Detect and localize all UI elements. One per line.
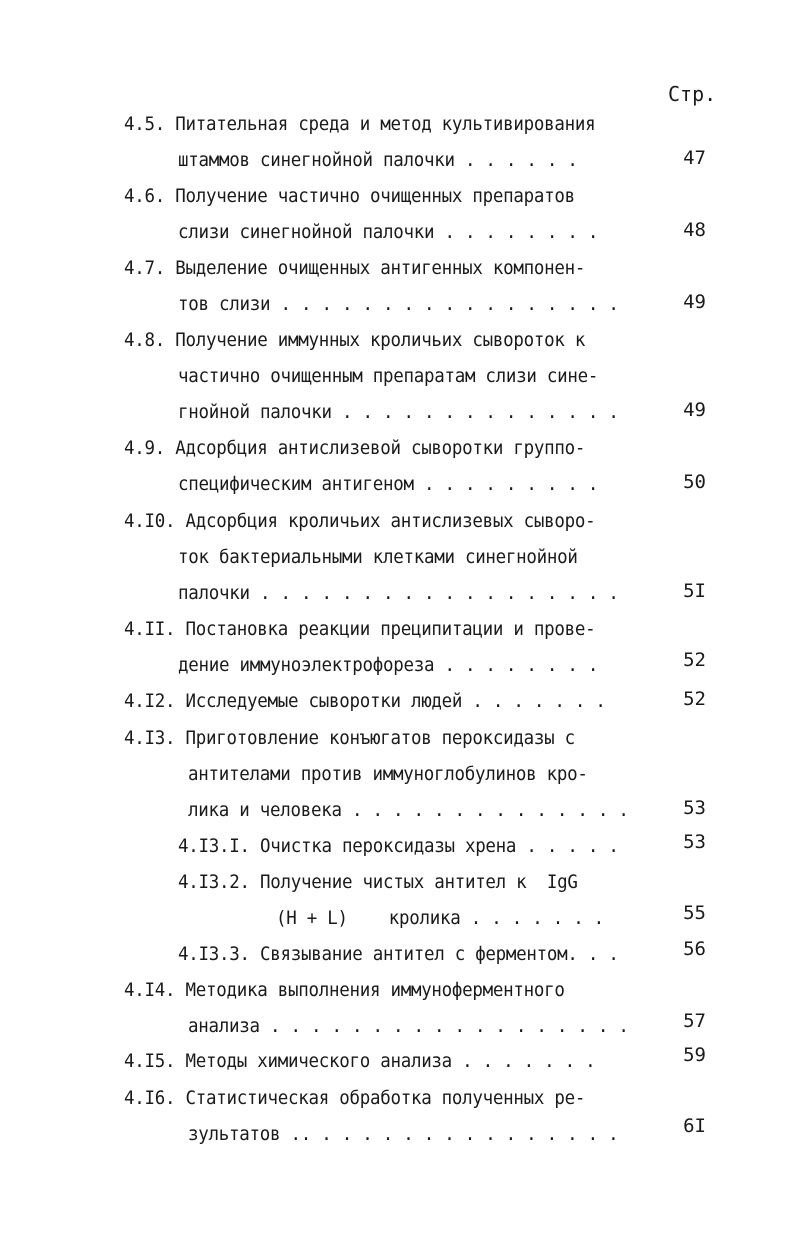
toc-entry-4-13-line-2: антителами против иммуноглобулинов кро- — [188, 763, 588, 785]
toc-entry-4-16-line-1: 4.I6. Статистическая обработка полученных ре- — [124, 1087, 586, 1109]
toc-entry-4-13-2-page: 55 — [683, 902, 706, 924]
toc-entry-4-5-line-2: штаммов синегнойной палочки . . . . . . — [178, 149, 578, 171]
toc-entry-4-10-line-3: палочки . . . . . . . . . . . . . . . . . . — [178, 582, 619, 604]
toc-entry-4-14-page: 57 — [683, 1010, 706, 1032]
toc-entry-4-11-line-1: 4.II. Постановка реакции преципитации и прове- — [124, 618, 596, 640]
toc-entry-4-6-line-2: слизи синегнойной палочки . . . . . . . . — [178, 221, 599, 243]
toc-entry-4-13-3-page: 56 — [683, 938, 706, 960]
toc-entry-4-8-line-1: 4.8. Получение иммунных кроличьих сывороток к — [124, 329, 586, 351]
toc-entry-4-13-page: 53 — [683, 797, 706, 819]
toc-entry-4-16-page: 6I — [683, 1115, 706, 1137]
toc-entry-4-13-2-line-2: (H + L) кролика . . . . . . . — [276, 907, 604, 929]
toc-entry-4-8-line-2: частично очищенным препаратам слизи сине- — [178, 365, 599, 387]
toc-entry-4-7-line-2: тов слизи . . . . . . . . . . . . . . . . . — [178, 293, 619, 315]
toc-entry-4-6-page: 48 — [683, 219, 706, 241]
toc-entry-4-13-1-line-1: 4.I3.I. Очистка пероксидазы хрена . . . . . — [178, 835, 619, 857]
toc-entry-4-14-line-1: 4.I4. Методика выполнения иммуноферментного — [124, 979, 565, 1001]
toc-entry-4-13-line-1: 4.I3. Приготовление конъюгатов пероксидазы с — [124, 727, 575, 749]
toc-entry-4-13-3-line-1: 4.I3.3. Связывание антител с ферментом. . . — [178, 943, 619, 965]
toc-entry-4-13-2-line-1: 4.I3.2. Получение чистых антител к IgG — [178, 871, 578, 893]
toc-entry-4-12-page: 52 — [683, 688, 706, 710]
toc-entry-4-10-page: 5I — [683, 580, 706, 602]
toc-entry-4-11-page: 52 — [683, 649, 706, 671]
toc-entry-4-6-line-1: 4.6. Получение частично очищенных препаратов — [124, 185, 575, 207]
toc-entry-4-7-line-1: 4.7. Выделение очищенных антигенных компонен- — [124, 257, 586, 279]
toc-entry-4-5-page: 47 — [683, 147, 706, 169]
toc-entry-4-16-line-2: зультатов .. . . . . . . . . . . . . . . . — [188, 1123, 619, 1145]
toc-entry-4-7-page: 49 — [683, 291, 706, 313]
toc-entry-4-8-line-3: гнойной палочки . . . . . . . . . . . . . . — [178, 401, 619, 423]
page-column-header: Стр. — [668, 82, 717, 106]
toc-entry-4-9-line-2: специфическим антигеном . . . . . . . . . — [178, 473, 599, 495]
toc-entry-4-15-line-1: 4.I5. Методы химического анализа . . . . . . . — [124, 1050, 596, 1072]
toc-entry-4-5-line-1: 4.5. Питательная среда и метод культивирования — [124, 113, 596, 135]
toc-entry-4-9-line-1: 4.9. Адсорбция антислизевой сыворотки группо- — [124, 437, 586, 459]
toc-entry-4-8-page: 49 — [683, 399, 706, 421]
toc-entry-4-13-line-3: лика и человека . . . . . . . . . . . . . . — [188, 799, 629, 821]
toc-entry-4-9-page: 50 — [683, 471, 706, 493]
toc-entry-4-12-line-1: 4.I2. Исследуемые сыворотки людей . . . . . . . — [124, 690, 606, 712]
toc-entry-4-10-line-1: 4.I0. Адсорбция кроличьих антислизевых сыворо- — [124, 510, 596, 532]
toc-entry-4-14-line-2: анализа . . . . . . . . . . . . . . . . . . — [188, 1015, 629, 1037]
toc-entry-4-11-line-2: дение иммуноэлектрофореза . . . . . . . . — [178, 654, 599, 676]
toc-entry-4-10-line-2: ток бактериальными клетками синегнойной — [178, 546, 578, 568]
toc-entry-4-13-1-page: 53 — [683, 831, 706, 853]
toc-entry-4-15-page: 59 — [683, 1044, 706, 1066]
